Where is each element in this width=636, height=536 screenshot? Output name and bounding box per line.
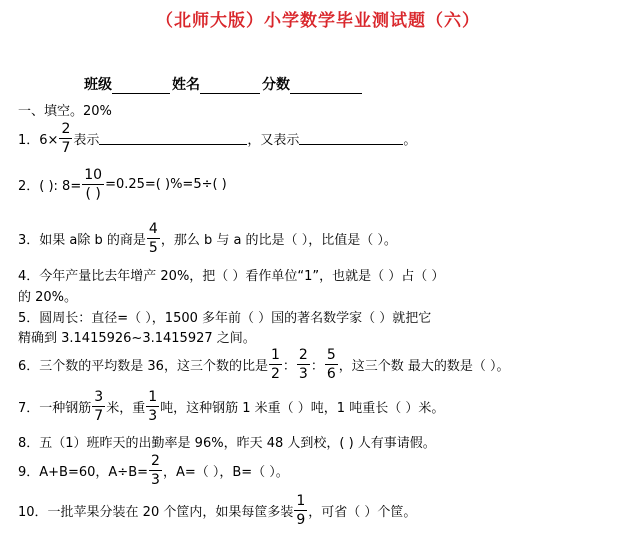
question-5-line-2: 精确到 3.1415926~3.1415927 之间。 [18,331,256,346]
q9-text-2: ，A=（ ），B=（ ）。 [162,465,289,480]
q7-f2-denominator: 3 [148,408,158,424]
q6-f3-numerator: 5 [326,347,336,363]
q2-fraction [82,168,104,201]
q10-text: 10．一批苹果分装在 20 个筐内，如果每筐多装 [18,505,294,520]
question-10 [18,494,416,527]
q9-numerator: 2 [151,453,160,469]
q2-numerator: 10 [84,167,103,183]
q10-text-2: ，可省（ ）个筐。 [308,505,417,520]
question-1 [18,122,416,155]
score-blank[interactable] [290,79,362,94]
q10-numerator: 1 [296,493,306,509]
q1-fraction [59,122,72,155]
q6-f2-denominator: 3 [298,366,308,382]
q6-text-2: ，这三个数 最大的数是（ ）。 [338,359,510,374]
q7-f2-numerator: 1 [148,389,158,405]
class-blank[interactable] [112,79,170,94]
q3-text: 3．如果 a除 b 的商是 [18,233,146,248]
name-blank[interactable] [200,79,260,94]
question-6 [18,348,510,381]
q7-fraction-2 [146,390,159,423]
q6-fraction-1 [269,348,282,381]
q6-f2-numerator: 2 [298,347,308,363]
q7-fraction-1 [92,390,105,423]
q6-f3-denominator: 6 [326,366,336,382]
name-label: 姓名 [172,77,200,93]
q3-numerator: 4 [148,221,158,237]
q9-text: 9．A+B=60，A÷B= [18,465,149,480]
q2-text: 2．( ): 8= [18,179,82,194]
question-2 [18,168,227,201]
q6-f1-numerator: 1 [270,347,280,363]
q6-colon-1: ： [282,359,296,374]
question-4-line-2: 的 20%。 [18,290,78,305]
q1-blank-1[interactable] [99,132,247,145]
q1-numerator: 2 [61,121,71,137]
page-title: （北师大版）小学数学毕业测试题（六） [156,11,480,31]
q10-denominator: 9 [296,512,306,528]
q1-blank-2[interactable] [299,132,403,145]
q6-fraction-2 [297,348,310,381]
q6-text: 6．三个数的平均数是 36，这三个数的比是 [18,359,268,374]
q9-fraction [149,454,162,487]
q2-denominator: ( ) [85,186,101,202]
q6-fraction-3 [325,348,338,381]
q6-colon-2: ： [310,359,324,374]
q1-denominator: 7 [61,140,71,156]
q6-f1-denominator: 2 [270,366,280,382]
q7-text-3: 吨，这种钢筋 1 米重（ ）吨，1 吨重长（ ）米。 [160,401,445,416]
question-4-line-1: 4．今年产量比去年增产 20%，把（ ）看作单位“1”，也就是（ ）占（ ） [18,269,445,284]
q3-fraction [147,222,160,255]
q7-f1-numerator: 3 [94,389,104,405]
q1-text-3: ，又表示 [247,133,300,148]
q1-text-2: 表示 [73,133,100,148]
question-5-line-1: 5．圆周长：直径=（ ），1500 多年前（ ）国的著名数学家（ ）就把它 [18,311,432,326]
q7-f1-denominator: 7 [94,408,104,424]
q2-text-2: =0.25=( )%=5÷( ) [105,177,227,192]
q10-fraction [294,494,307,527]
student-info [84,74,362,94]
section-heading: 一、填空。20% [18,104,112,119]
class-label: 班级 [84,77,112,93]
q3-text-2: ，那么 b 与 a 的比是（ ），比值是（ ）。 [160,233,397,248]
q7-text: 7．一种钢筋 [18,401,92,416]
q9-denominator: 3 [151,472,160,488]
question-9 [18,454,289,487]
score-label: 分数 [262,77,290,93]
question-7 [18,390,444,423]
question-8: 8．五（1）班昨天的出勤率是 96%，昨天 48 人到校，( ) 人有事请假。 [18,436,436,451]
q1-text: 1．6× [18,133,59,148]
question-3 [18,222,397,255]
q7-text-2: 米，重 [106,401,146,416]
q3-denominator: 5 [148,240,158,256]
q1-text-4: 。 [403,133,417,148]
